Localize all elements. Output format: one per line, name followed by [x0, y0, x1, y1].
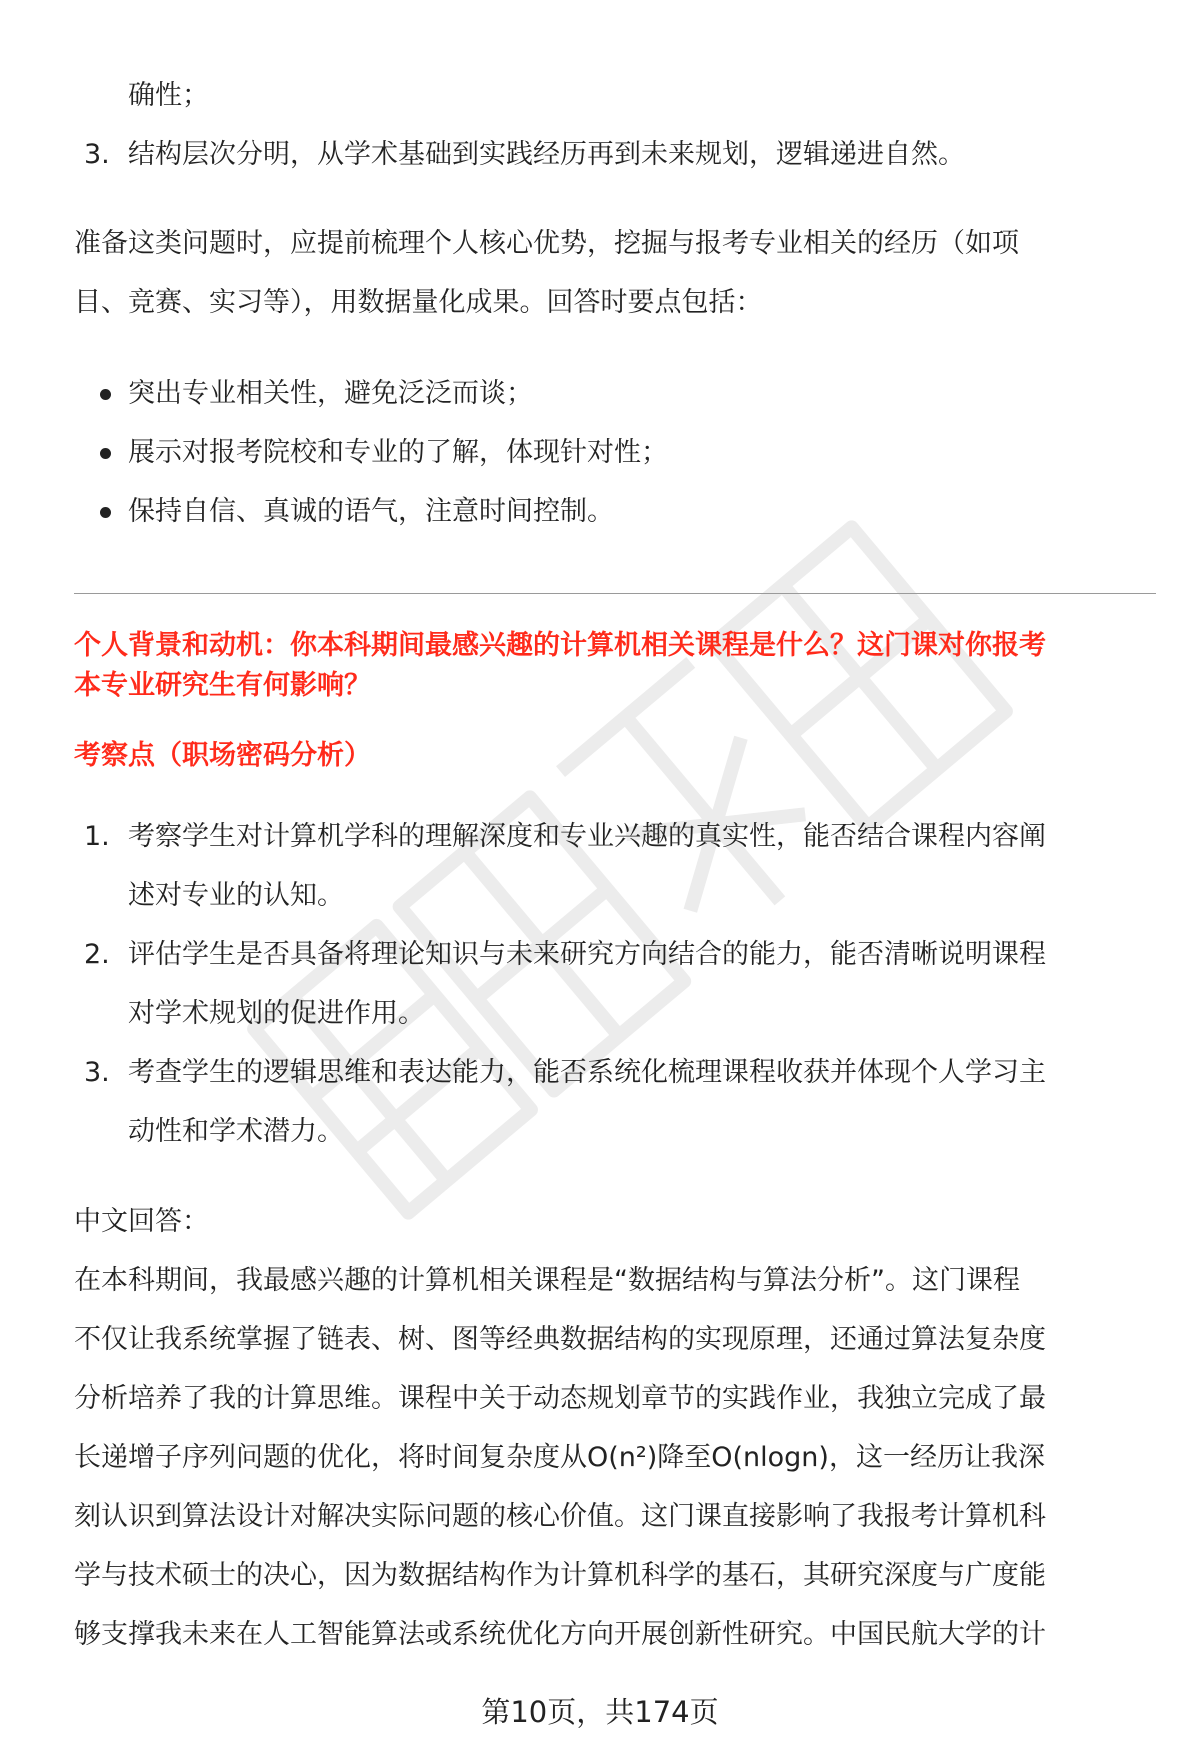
answer-line: 不仅让我系统掌握了链表、树、图等经典数据结构的实现原理，还通过算法复杂度 — [74, 1324, 1046, 1355]
paragraph-line: 目、竞赛、实习等），用数据量化成果。回答时要点包括： — [74, 287, 763, 318]
list-number: 3. — [84, 139, 110, 170]
list-number: 2. — [84, 939, 110, 970]
list-item-text: 评估学生是否具备将理论知识与未来研究方向结合的能力，能否清晰说明课程 — [128, 939, 1046, 970]
list-item-text: 述对专业的认知。 — [128, 880, 344, 911]
list-item-text: 结构层次分明，从学术基础到实践经历再到未来规划，逻辑递进自然。 — [128, 139, 965, 170]
answer-label: 中文回答： — [74, 1206, 209, 1237]
list-number: 1. — [84, 821, 110, 852]
list-item-tail: 确性； — [128, 80, 209, 111]
answer-line: 在本科期间，我最感兴趣的计算机相关课程是“数据结构与算法分析”。这门课程 — [74, 1265, 1020, 1296]
bullet-icon — [100, 389, 111, 400]
answer-line: 学与技术硕士的决心，因为数据结构作为计算机科学的基石，其研究深度与广度能 — [74, 1560, 1046, 1591]
answer-line: 长递增子序列问题的优化，将时间复杂度从O(n²)降至O(nlogn)，这一经历让我深 — [74, 1442, 1045, 1473]
section-divider — [74, 593, 1156, 594]
focus-heading: 考察点（职场密码分析） — [74, 740, 371, 771]
bullet-item: 突出专业相关性，避免泛泛而谈； — [128, 378, 533, 409]
answer-line: 够支撑我未来在人工智能算法或系统优化方向开展创新性研究。中国民航大学的计 — [74, 1619, 1046, 1650]
list-number: 3. — [84, 1057, 110, 1088]
list-item-text: 动性和学术潜力。 — [128, 1116, 344, 1147]
bullet-icon — [100, 448, 111, 459]
bullet-item: 展示对报考院校和专业的了解，体现针对性； — [128, 437, 668, 468]
question-heading: 个人背景和动机：你本科期间最感兴趣的计算机相关课程是什么？这门课对你报考 — [74, 630, 1046, 661]
question-heading: 本专业研究生有何影响？ — [74, 670, 371, 701]
list-item-text: 考查学生的逻辑思维和表达能力，能否系统化梳理课程收获并体现个人学习主 — [128, 1057, 1046, 1088]
paragraph-line: 准备这类问题时，应提前梳理个人核心优势，挖掘与报考专业相关的经历（如项 — [74, 228, 1019, 259]
list-item-text: 对学术规划的促进作用。 — [128, 998, 425, 1029]
answer-line: 分析培养了我的计算思维。课程中关于动态规划章节的实践作业，我独立完成了最 — [74, 1383, 1046, 1414]
answer-line: 刻认识到算法设计对解决实际问题的核心价值。这门课直接影响了我报考计算机科 — [74, 1501, 1046, 1532]
page-number: 第10页，共174页 — [481, 1695, 719, 1729]
bullet-icon — [100, 507, 111, 518]
bullet-item: 保持自信、真诚的语气，注意时间控制。 — [128, 496, 614, 527]
list-item-text: 考察学生对计算机学科的理解深度和专业兴趣的真实性，能否结合课程内容阐 — [128, 821, 1046, 852]
